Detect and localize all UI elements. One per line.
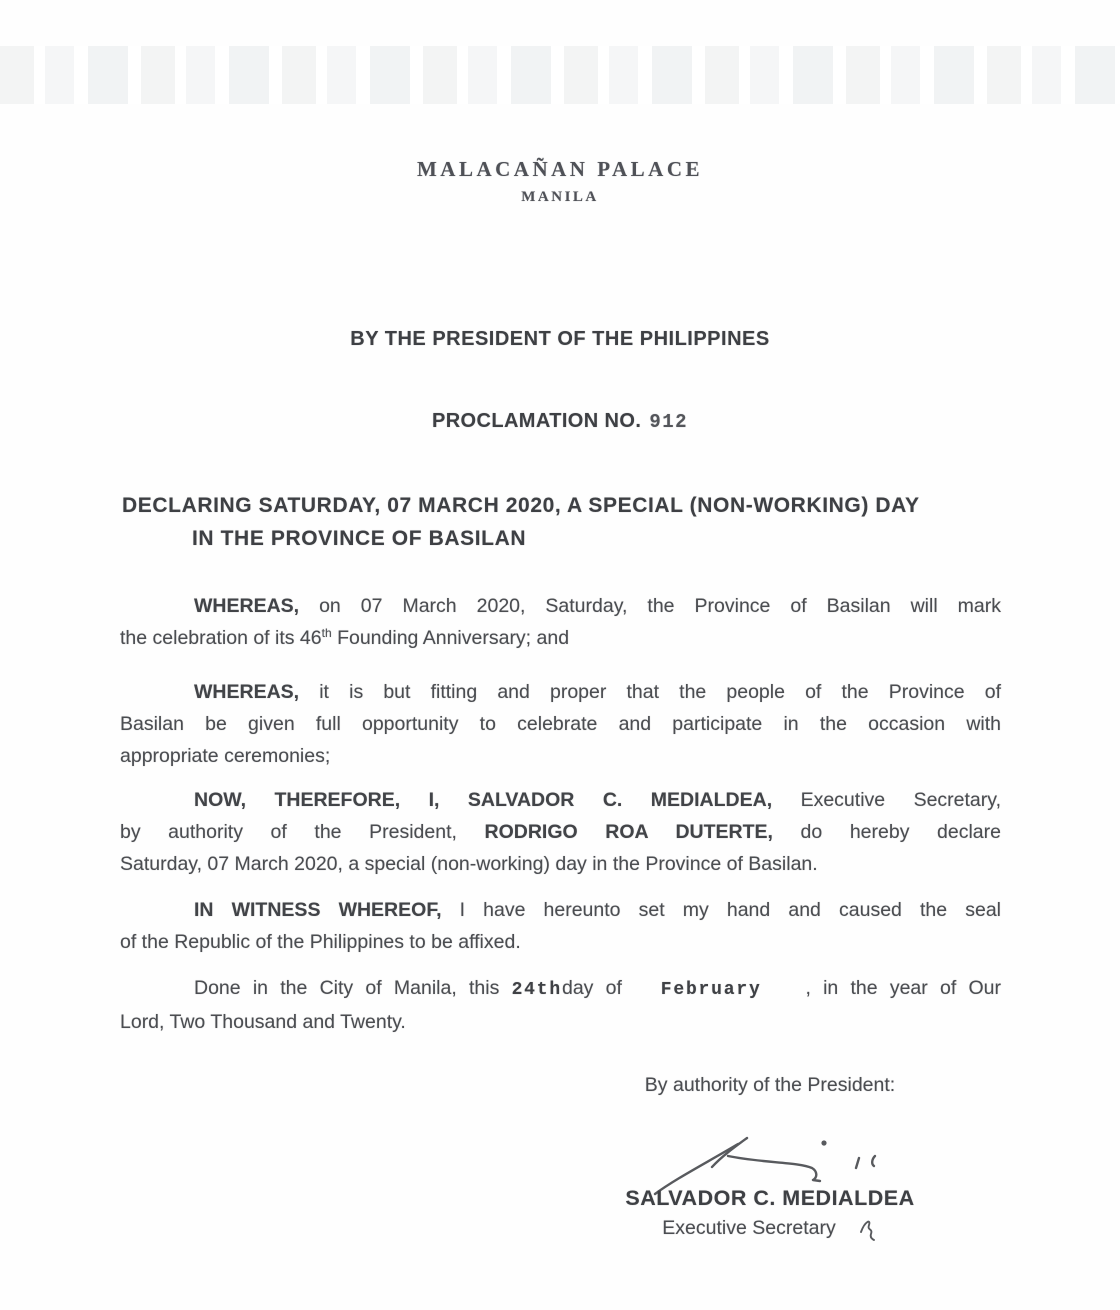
paragraph-line: Saturday, 07 March 2020, a special (non-working) day in the Province of Basilan. <box>120 853 818 875</box>
paragraph <box>120 590 1001 654</box>
scan-artifact-band <box>0 46 1120 104</box>
paragraph-line: of the Republic of the Philippines to be affixed. <box>120 931 521 953</box>
proclamation-label: PROCLAMATION NO. <box>431 410 642 432</box>
paragraph-line: WHEREAS, on 07 March 2020, Saturday, the Province of Basilan will mark <box>194 595 1001 617</box>
title-line-1: DECLARING SATURDAY, 07 MARCH 2020, A SPECIAL (NON-WORKING) DAY <box>122 494 920 517</box>
signatory-title-row <box>552 1214 988 1242</box>
proclamation-heading <box>0 410 1120 433</box>
paragraph <box>120 784 1001 880</box>
letterhead <box>0 157 1120 206</box>
paragraph-line: Done in the City of Manila, this 24thday of February , in the year of Our <box>194 977 1001 1000</box>
proclamation-number: 912 <box>649 411 689 433</box>
title-line-2: IN THE PROVINCE OF BASILAN <box>192 527 527 550</box>
paragraph-line: NOW, THEREFORE, I, SALVADOR C. MEDIALDEA, Executive Secretary, <box>194 789 1001 811</box>
signatory-name: SALVADOR C. MEDIALDEA <box>625 1186 915 1210</box>
paragraph <box>120 894 1001 958</box>
document-title <box>122 489 1022 555</box>
palace-city: MANILA <box>521 189 599 205</box>
paragraph-line: by authority of the President, RODRIGO ROA DUTERTE, do hereby declare <box>120 821 1001 843</box>
paragraph-line: the celebration of its 46th Founding Anniversary; and <box>120 626 570 649</box>
paragraph-line: Basilan be given full opportunity to celebrate and participate in the occasion with <box>120 713 1001 735</box>
ink-flourish-icon <box>856 1214 878 1242</box>
authority-line: By authority of the President: <box>644 1074 896 1096</box>
paragraph <box>120 676 1001 772</box>
body-paragraphs <box>120 590 1001 1038</box>
paragraph <box>120 972 1001 1038</box>
issuer-line: BY THE PRESIDENT OF THE PHILIPPINES <box>350 328 770 350</box>
paragraph-line: WHEREAS, it is but fitting and proper that the people of the Province of <box>194 681 1001 703</box>
palace-name: MALACAÑAN PALACE <box>416 157 703 181</box>
paragraph-line: IN WITNESS WHEREOF, I have hereunto set my hand and caused the seal <box>194 899 1001 921</box>
signatory-title: Executive Secretary <box>662 1217 836 1239</box>
paragraph-line: appropriate ceremonies; <box>120 745 331 767</box>
paragraph-line: Lord, Two Thousand and Twenty. <box>120 1011 406 1033</box>
